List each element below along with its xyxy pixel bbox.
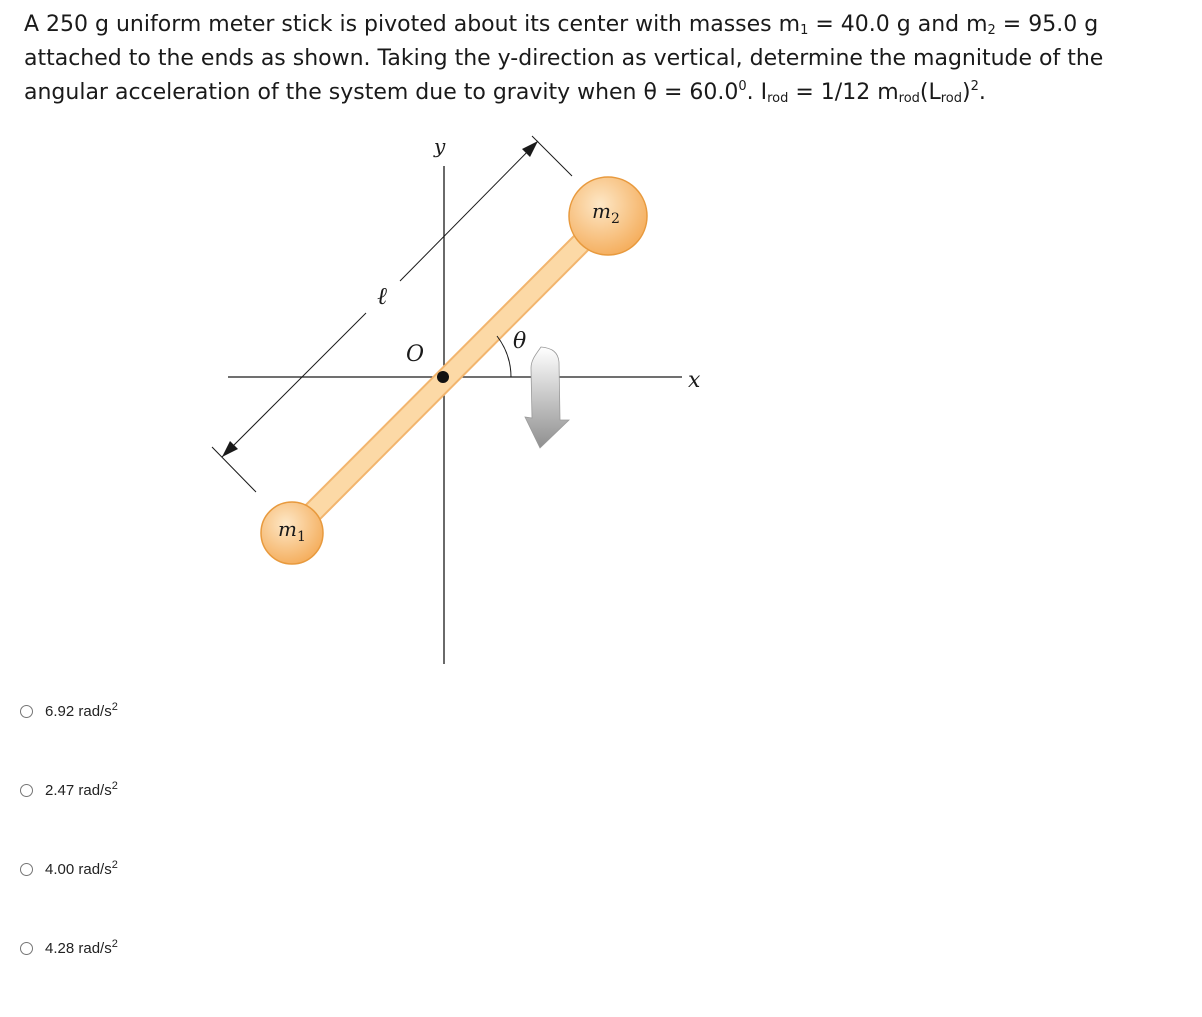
question-superscript: 0 — [738, 79, 747, 94]
rod-inner — [292, 216, 608, 533]
theta-label: θ — [513, 329, 527, 354]
length-extension-lower — [212, 447, 256, 492]
question-subscript: 2 — [987, 23, 996, 38]
radio-button[interactable] — [20, 784, 33, 797]
rotation-arrow — [525, 347, 569, 448]
answer-option-label: 4.00 rad/$s^2$ — [45, 859, 118, 878]
question-part: A 250 g uniform meter stick is pivoted about its center with masses m — [24, 12, 801, 37]
question-subscript: rod — [940, 91, 963, 106]
question-part: ) — [962, 80, 971, 105]
question-part: (L — [919, 80, 941, 105]
question-superscript: 2 — [970, 79, 979, 94]
length-label: ℓ — [377, 282, 387, 310]
answer-option-label: 6.92 rad/$s^2$ — [45, 701, 118, 720]
theta-arc — [497, 336, 511, 377]
question-part: = 1/12 m — [788, 80, 899, 105]
question-subscript: 1 — [800, 23, 809, 38]
mass-1-label: $m_1$ — [278, 517, 306, 545]
question-part: . — [978, 80, 986, 105]
answer-option-2[interactable] — [20, 782, 118, 799]
question-subscript: rod — [767, 91, 789, 106]
origin-label: O — [406, 342, 425, 367]
radio-button[interactable] — [20, 863, 33, 876]
x-axis-label: x — [688, 368, 701, 393]
answer-option-label: 2.47 rad/$s^2$ — [45, 780, 118, 799]
radio-button[interactable] — [20, 705, 33, 718]
radio-button[interactable] — [20, 942, 33, 955]
pivot-point — [437, 371, 449, 383]
question-part: = 40.0 g and m — [808, 12, 988, 37]
y-axis-label: y — [434, 134, 446, 158]
question-part: . I — [746, 80, 768, 105]
mass-2-label: $m_2$ — [592, 199, 620, 227]
length-dimension-line-upper — [400, 141, 538, 281]
question-subscript: rod — [898, 91, 920, 106]
answer-option-3[interactable] — [20, 861, 118, 878]
question-part: = 95.0 g attached to the ends as shown. Taking the y-direction as vertical, determine the magnitude of the angular acceleration of the system due to gravity when θ = 60.0 — [24, 12, 1104, 105]
length-extension-upper — [532, 136, 572, 176]
answer-option-label: 4.28 rad/$s^2$ — [45, 938, 118, 957]
answer-option-1[interactable] — [20, 703, 118, 720]
answer-option-4[interactable] — [20, 940, 118, 957]
length-dimension-line-lower — [222, 313, 366, 457]
